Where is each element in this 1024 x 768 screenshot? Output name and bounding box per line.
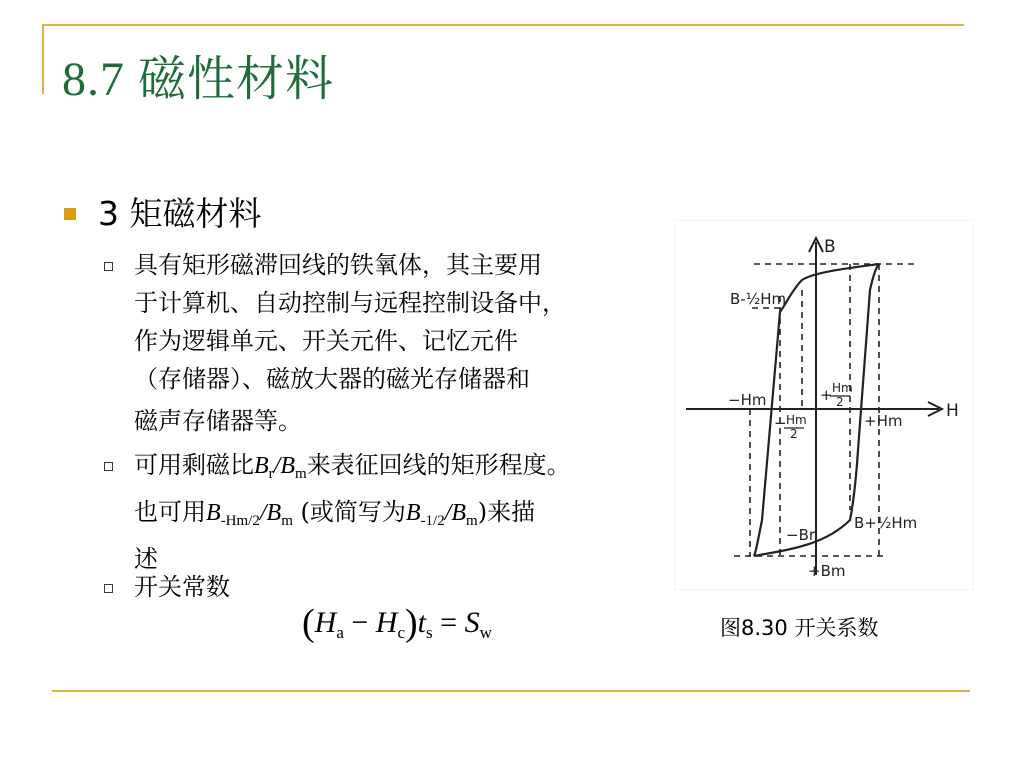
eq-sub-a: a (336, 623, 344, 642)
label-plus-half-hm-num: Hm (832, 381, 853, 395)
sub-hm2: -Hm/2 (220, 513, 260, 529)
p2-suffix: 来表征回线的矩形程度。 (306, 451, 571, 479)
eq-minus: − (343, 606, 376, 639)
label-axis-h: H (946, 401, 959, 421)
eq-s: S (464, 606, 480, 639)
p1-line-4: （存储器）、磁放大器的磁光存储器和 (134, 365, 530, 393)
p2-mid: (或简写为 (292, 498, 406, 526)
label-minus-hm: −Hm (728, 391, 767, 409)
eq-rparen: ) (405, 602, 418, 644)
p2-prefix: 可用剩磁比 (134, 451, 254, 479)
eq-lparen: ( (302, 602, 315, 644)
heading-number: 3 (98, 194, 119, 233)
label-minus-br: −Br (786, 526, 816, 544)
slash: / (259, 500, 267, 526)
eq-sub-w: w (479, 623, 492, 642)
bullet-square-icon (64, 208, 76, 220)
sub-bullet-icon (104, 584, 113, 593)
section-heading (98, 188, 262, 235)
caption-prefix: 图 (720, 616, 741, 640)
label-plus-sign: + (820, 386, 833, 404)
symbol-b: B (280, 453, 296, 479)
heading-text: 矩磁材料 (119, 194, 262, 233)
p1-line-1: 具有矩形磁滞回线的铁氧体，其主要用 (134, 251, 542, 279)
caption-text: 开关系数 (787, 616, 879, 640)
left-rule (42, 24, 44, 94)
slash: / (273, 453, 281, 479)
label-b-minus-half-hm: B-½Hm (730, 290, 787, 308)
p2-prefix-2: 也可用 (134, 498, 206, 526)
eq-h: H (375, 606, 398, 639)
paragraph-3: 开关常数 (134, 573, 230, 601)
p2-line-1 (134, 446, 571, 493)
figure-caption (720, 612, 878, 642)
p2-line-2 (134, 493, 571, 540)
symbol-b: B (451, 500, 467, 526)
p1-line-2: 于计算机、自动控制与远程控制设备中， (134, 289, 566, 317)
sub-m: m (466, 513, 478, 529)
paragraph-1 (134, 246, 566, 440)
label-plus-half-hm-den: 2 (836, 395, 844, 409)
bottom-rule (52, 690, 970, 692)
hysteresis-loop-figure (674, 220, 974, 590)
eq-t: t (417, 606, 427, 639)
p1-line-5: 磁声存储器等。 (134, 407, 302, 435)
label-b-plus-half-hm: B+½Hm (854, 514, 918, 532)
eq-sub-c: c (397, 623, 406, 642)
caption-number: 8.30 (741, 616, 788, 640)
symbol-b: B (405, 500, 421, 526)
p2-line-3: 述 (134, 545, 158, 573)
label-minus-half-hm-den: 2 (790, 427, 798, 441)
symbol-b: B (266, 500, 282, 526)
eq-h: H (314, 606, 337, 639)
sub-bullet-icon (104, 262, 113, 271)
eq-equals: = (432, 606, 465, 639)
slash: / (444, 500, 452, 526)
slide-title: 8.7 磁性材料 (62, 53, 335, 106)
figure-frame (674, 220, 974, 590)
label-axis-b: B (824, 237, 836, 257)
label-plus-bm: +Bm (808, 562, 846, 580)
paragraph-2 (134, 446, 571, 578)
label-minus-sign: − (774, 414, 787, 432)
p2-close: )来描 (477, 498, 536, 526)
eq-sub-s: s (426, 623, 433, 642)
label-minus-half-hm-num: Hm (786, 413, 807, 427)
sub-m: m (281, 513, 293, 529)
symbol-b: B (254, 453, 269, 479)
symbol-b: B (206, 500, 221, 526)
top-rule (42, 24, 964, 26)
sub-bullet-icon (104, 462, 113, 471)
p1-line-3: 作为逻辑单元、开关元件、记忆元件 (134, 327, 518, 355)
sub-m: m (295, 466, 307, 482)
label-plus-hm: +Hm (864, 412, 903, 430)
sub-r: r (268, 466, 274, 482)
switching-constant-equation (302, 601, 492, 645)
sub-half: -1/2 (420, 513, 445, 529)
